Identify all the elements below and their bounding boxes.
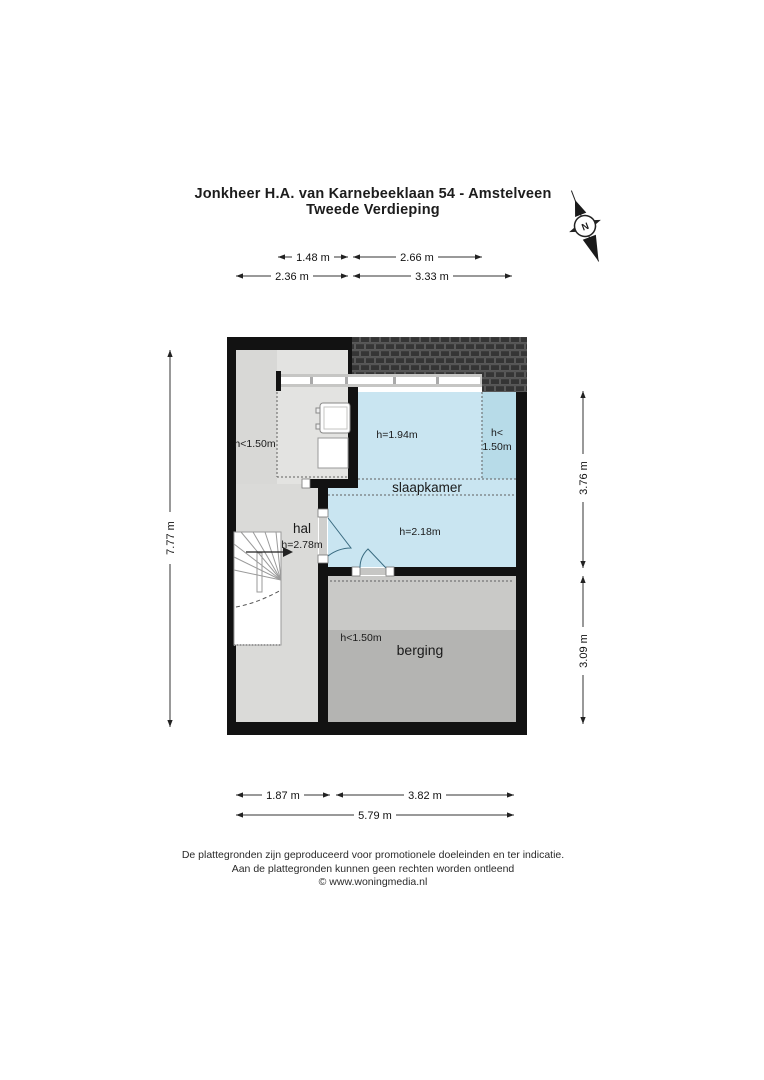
- window-mullion: [310, 377, 313, 384]
- attic-height-label: h<1.50m: [234, 438, 276, 450]
- page-subtitle: Tweede Verdieping: [306, 202, 440, 218]
- wall-hal-berging: [318, 567, 328, 722]
- footer: [0, 849, 746, 890]
- slaapkamer-label: slaapkamer: [392, 480, 462, 495]
- door-jamb: [352, 567, 360, 576]
- door-jamb: [302, 479, 310, 488]
- dim-top-2b: [353, 270, 512, 283]
- dim-bottom-1b: [336, 789, 514, 802]
- dim-bottom-1a: [236, 789, 330, 802]
- window-end-post: [276, 371, 281, 391]
- dim-left: [164, 350, 177, 727]
- dim-top-1a: [278, 251, 348, 264]
- wall-hal-jog: [310, 479, 358, 488]
- slaapkamer-height-lower: h=2.18m: [399, 526, 441, 538]
- compass-north-needle: [569, 198, 586, 217]
- slaapkamer-height-side-2: 1.50m: [482, 441, 512, 453]
- door-jamb: [318, 555, 328, 563]
- window-mullion: [345, 377, 348, 384]
- page-title: Jonkheer H.A. van Karnebeeklaan 54 - Amstelveen: [194, 186, 552, 202]
- compass-icon: [556, 184, 615, 267]
- footer-disclaimer-1: De plattegronden zijn geproduceerd voor promotionele doeleinden en ter indicatie.: [181, 849, 565, 861]
- svg-text:3.82 m: 3.82 m: [408, 790, 442, 802]
- hal-label: hal: [292, 521, 312, 536]
- dim-top-2a: [236, 270, 348, 283]
- slaapkamer-height-main: h=1.94m: [376, 429, 418, 441]
- berging-label: berging: [396, 642, 444, 658]
- berging-height-label: h<1.50m: [340, 632, 382, 644]
- wall-hal-slaapkamer-lower: [318, 563, 328, 567]
- svg-text:2.36 m: 2.36 m: [275, 271, 309, 283]
- svg-text:1.87 m: 1.87 m: [266, 790, 300, 802]
- window-mullion: [393, 377, 396, 384]
- svg-text:3.76 m: 3.76 m: [578, 461, 590, 495]
- compass-north-label: N: [580, 220, 591, 234]
- svg-text:5.79 m: 5.79 m: [358, 810, 392, 822]
- window-mullion: [436, 377, 439, 384]
- svg-text:3.33 m: 3.33 m: [415, 271, 449, 283]
- svg-text:2.66 m: 2.66 m: [400, 252, 434, 264]
- wall-hal-slaapkamer-upper: [318, 488, 328, 509]
- dim-right-2: [577, 576, 590, 724]
- wall-slaapkamer-berging-right: [394, 567, 516, 576]
- svg-text:7.77 m: 7.77 m: [165, 521, 177, 555]
- wall-slaapkamer-berging-left: [328, 567, 352, 576]
- attic-left-low-zone: [236, 350, 277, 484]
- door-jamb: [386, 567, 394, 576]
- svg-text:1.48 m: 1.48 m: [296, 252, 330, 264]
- footer-disclaimer-2: Aan de plattegronden kunnen geen rechten worden ontleend: [231, 862, 515, 875]
- dim-top-1b: [353, 251, 482, 264]
- dim-right-1: [577, 391, 590, 568]
- wall-attic-slaapkamer: [348, 387, 358, 479]
- slaapkamer-height-side-1: h<: [491, 427, 503, 439]
- door-sill: [360, 568, 386, 575]
- berging-floor-upper: [328, 576, 516, 630]
- footer-credit: © www.woningmedia.nl: [318, 876, 428, 888]
- compass-south-needle: [583, 235, 605, 264]
- door-jamb: [318, 509, 328, 517]
- hal-height-label: h=2.78m: [281, 539, 323, 551]
- dim-bottom-2: [236, 809, 514, 822]
- svg-text:3.09 m: 3.09 m: [578, 634, 590, 668]
